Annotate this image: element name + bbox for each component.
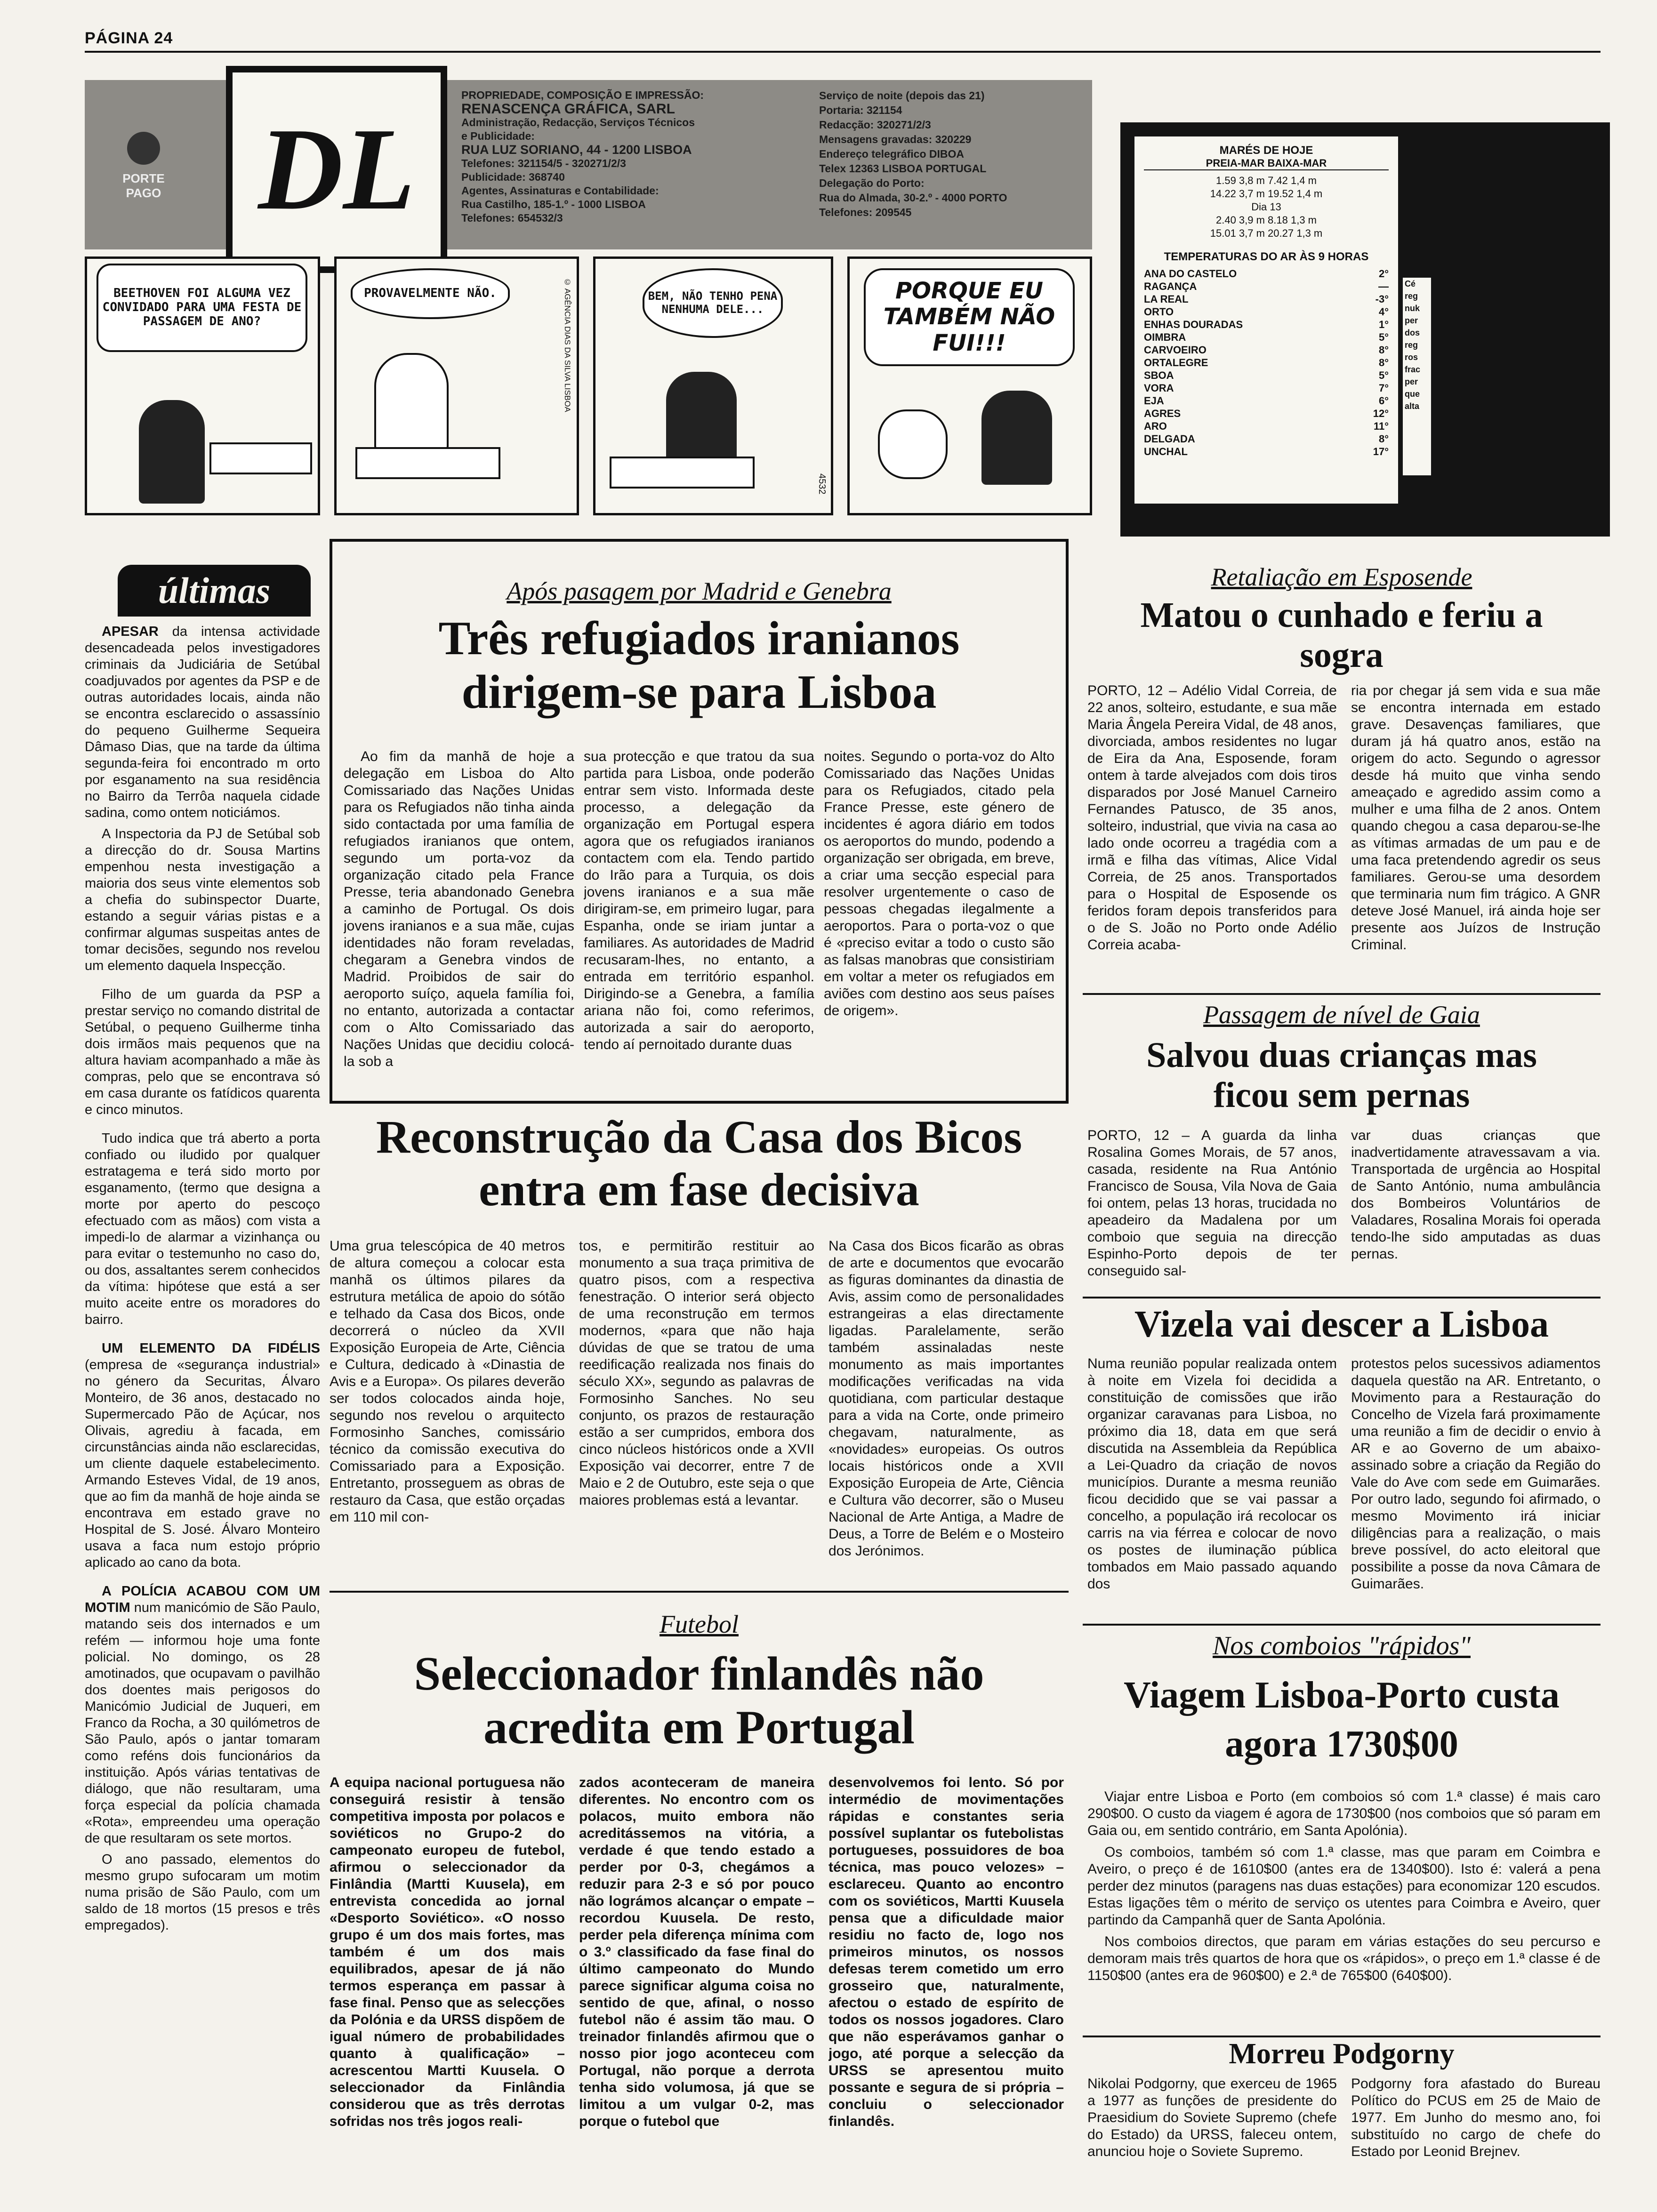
bicos-col-3: Na Casa dos Bicos ficarão as obras de arte e documentos que evocarão as figuras dominantes da dinastia de Avis, assim como de personalidades estrangeiras a elas directamente ligadas. Paralelamente, serão também assinaladas neste monumento as mais importantes modificações verificadas na vida quotidiana, com particular destaque para a vida na Corte, onde primeiro chegavam, naturalmente, as «novidades» europeias. Os outros locais históricos onde a XVII Exposição Europeia de Arte, Ciência e Cultura vão decorrer, são o Museu Nacional de Arte Antiga, a Madre de Deus, a Torre de Belém e o Mosteiro dos Jerónimos.: [828, 1238, 1064, 1559]
ultimas-column: [85, 624, 320, 2177]
comboios-paragraph: Os comboios, também só com 1.ª classe, mas que param em Coimbra e Aveiro, o preço é de 1610$00 (antes era de 1340$00). Isto é: valerá a pena perder dez minutos (paragens nas duas estações) para economizar 120 escudos. Estas ligações têm o mérito de serviço os utentes para Coimbra e Aveiro, quer partindo da Campanhã quer de Santa Apolónia.: [1087, 1844, 1601, 1928]
ultimas-title: últimas: [158, 570, 271, 611]
text-fragment: Cé: [1405, 279, 1416, 289]
tides-row: Dia 13: [1251, 201, 1281, 213]
schroeder-figure: [878, 409, 948, 479]
divider: [330, 1591, 1069, 1593]
gaia-headline: Salvou duas crianças mas ficou sem pernas: [1146, 1035, 1537, 1115]
text-fragment: ros: [1405, 353, 1418, 362]
temperature-row: [1144, 394, 1389, 407]
esposende-col-1: PORTO, 12 – Adélio Vidal Correia, de 22 anos, solteiro, estudante, e sua mãe Maria Ângela Pereira Vidal, de 48 anos, divorciada, ambos residentes no lugar de Eira da Ana, Esposende, foram ontem à tarde alvejados com dois tiros disparados por José Manuel Carneiro Fernandes Patusco, de 35 anos, solteiro, industrial, que vivia na casa ao lado onde ocorreu a tragédia com a irmã e filha das vítimas, Alice Vidal Correia, de 25 anos. Transportados para o Hospital de Esposende os feridos foram depois transferidos para o de S. João no Porto onde Adélio Correia acaba-: [1087, 683, 1337, 953]
temperature-row: [1144, 331, 1389, 344]
bicos-col-2: tos, e permitirão restituir ao monumento a sua traça primitiva de quatro pisos, com a respectiva fenestração. O interior será objecto de uma reconstrução em termos modernos, «para que não haja dúvidas de que se tratou de uma reedificação realizada nos finais do século XX», segundo as palavras de Formosinho Sanches. No seu conjunto, os prazos de restauração estão a ser cumpridos, embora dos cinco núcleos históricos onde a XVII Exposição vai decorrer, entre 7 de Maio e 2 de Outubro, este seja o que maiores problemas está a levantar.: [579, 1238, 814, 1508]
comboios-body: [1087, 1788, 1601, 2033]
masthead-left-info: PROPRIEDADE, COMPOSIÇÃO E IMPRESSÃO: RENASCENÇA GRÁFICA, SARL Administração, Redacção, Serviços Técnicos e Publicidade: RUA LUZ SORIANO, 44 - 1200 LISBOA Telefones: 321154/5 - 320271/2/3 Publicidade: 368740 Agentes, Assinaturas e Contabilidade: Rua Castilho, 185-1.º - 1000 LISBOA Telefones: 654532/3: [461, 89, 704, 224]
city-name: ORTO: [1144, 306, 1174, 318]
temperature-row: [1144, 318, 1389, 331]
temperature-value: 12°: [1373, 408, 1389, 419]
comic-number: 4532: [817, 473, 827, 494]
piano: [610, 457, 755, 489]
paragraph-text: A Inspectoria da PJ de Setúbal sob a direcção do dr. Sousa Martins empenhou nesta investigação a maioria dos seus vinte elementos sob a chefia do subinspector Duarte, estando a seguir várias pistas e a confirmar algumas suspeitas antes de tomar decisões, segundo nos revelou um elemento daquela Inspecção.: [85, 826, 320, 973]
esposende-col-2: ria por chegar já sem vida e sua mãe se encontra internada em estado grave. Desavenças familiares, que duram já há quatro anos, estão na origem do acto. Segundo o agressor desde há muito que vinha sendo ameaçado e agredido assim como a mulher e uma filha de 2 anos. Ontem quando chegou a casa deparou-se-lhe as vítimas armadas de um pau e de uma faca pretendendo agredir os seus familiares. Gerou-se uma desordem que terminaria num fim trágico. A GNR deteve José Manuel, irá ainda hoje ser presente aos Juízos de Instrução Criminal.: [1351, 683, 1601, 953]
bicos-col-1: Uma grua telescópica de 40 metros de altura começou a colocar esta manhã os últimos pilares da estrutura metálica de apoio do sótão e telhado da Casa dos Bicos, onde decorrerá o núcleo da XVII Exposição Europeia de Arte, Ciência e Cultura, dedicado à «Dinastia de Avis e a Europa». Os pilares deverão ser todos colocados ainda hoje, segundo nos revelou o arquitecto Formosinho Sanches, comissário técnico da comissão executiva do Comissariado para a Exposição. Entretanto, prosseguem as obras de restauro da Casa, que estão orçadas em 110 mil con-: [330, 1238, 565, 1525]
futebol-col-3: desenvolvemos foi lento. Só por intermédio de movimentações rápidas e constantes seria possível suplantar os futebolistas portugueses, possuidores de boa técnica, mas pouco velozes» – esclareceu. Quanto ao encontro com os soviéticos, Martti Kuusela pensa que a dificuldade maior residiu no facto de, logo nos primeiros minutos, os nossos defesas terem cometido um erro grosseiro que, naturalmente, afectou o estado de espírito de todos os nossos jogadores. Claro que não esperávamos ganhar o jogo, até porque a selecção da URSS se apresentou muito possante e segura de si própria – concluiu o seleccionador finlandês.: [828, 1775, 1064, 2129]
text-fragment: dos: [1405, 328, 1420, 337]
temperature-row: [1144, 433, 1389, 445]
comboios-headline: Viagem Lisboa-Porto custa agora 1730$00: [1124, 1675, 1560, 1765]
gaia-col-1: PORTO, 12 – A guarda da linha Rosalina Gomes Morais, de 57 anos, casada, residente na Rua António Francisco de Sousa, Vila Nova de Gaia foi ontem, pelas 13 horas, trucidada no apeadeiro da Madalena por um comboio que seguia na direcção Espinho-Porto depois de ter conseguido sal-: [1087, 1128, 1337, 1279]
paragraph-lead: UM ELEMENTO DA FIDÉLIS: [102, 1341, 320, 1356]
temperature-value: 5°: [1378, 331, 1389, 343]
podgorny-headline: Morreu Podgorny: [1229, 2038, 1455, 2070]
logo-box: [226, 66, 447, 273]
esposende-headline: Matou o cunhado e feriu a sogra: [1140, 595, 1543, 675]
comic-panel-4: [847, 256, 1092, 515]
text-fragment: frac: [1405, 365, 1421, 374]
city-name: ANA DO CASTELO: [1144, 268, 1237, 280]
vizela-headline: Vizela vai descer a Lisboa: [1134, 1304, 1549, 1345]
temperature-value: 8°: [1378, 344, 1389, 356]
paragraph-text: num manicómio de São Paulo, matando seis dos internados e um refém — informou hoje uma fonte policial. No domingo, os 28 amotinados, que ocupavam o pavilhão dos doentes mais perigosos do Manicómio Judicial de Juqueri, em Franco da Rocha, a 30 quilómetros de São Paulo, após o jantar tomaram como reféns dois funcionários da instituição. Após várias tentativas de diálogo, que não resultaram, uma força especial da polícia chamada «Rota», empreendeu uma operação de que resultaram os sete mortos.: [85, 1600, 320, 1846]
piano: [355, 447, 500, 479]
masthead-right-info: Serviço de noite (depois das 21) Portaria: 321154 Redacção: 320271/2/3 Mensagens gravadas: 320229 Endereço telegráfico DIBOA Telex 12363 LISBOA PORTUGAL Delegação do Porto: Rua do Almada, 30-2.º - 4000 PORTO Telefones: 209545: [819, 89, 1007, 218]
ultimas-paragraph: [85, 826, 320, 974]
city-name: SBOA: [1144, 369, 1174, 381]
temperature-value: 11°: [1373, 420, 1389, 432]
paragraph-text: Filho de um guarda da PSP a prestar serviço no comando distrital de Setúbal, o pequeno Guilherme tinha dois irmãos mais pequenos que na altura haviam acompanhado a mãe às compras, pelo que se encontrava só em casa durante os fatídicos quarenta e cinco minutos.: [85, 987, 320, 1117]
tides-row: 2.40 3,9 m 8.18 1,3 m: [1215, 214, 1317, 226]
tides-title: MARÉS DE HOJE: [1219, 144, 1313, 157]
temperature-row: [1144, 293, 1389, 305]
temperature-row: [1144, 267, 1389, 280]
ultimas-paragraph: [85, 986, 320, 1118]
paragraph-lead: A POLÍCIA ACABOU COM UM MOTIM: [85, 1584, 320, 1615]
vizela-col-1: Numa reunião popular realizada ontem à noite em Vizela foi decidida a constituição de comissões que irão organizar caravanas para Lisboa, no próximo dia 18, data em que será discutida na Assembleia da República a Lei-Quadro da criação de novos municípios. Durante a mesma reunião ficou decidido que se vai passar a concelho, a população irá recolocar os carris na via férrea e colocar de novo os postes de iluminação pública tombados em Maio passado aquando dos: [1087, 1356, 1337, 1592]
bicos-headline: Reconstrução da Casa dos Bicos entra em fase decisiva: [376, 1111, 1022, 1216]
speech-bubble: PORQUE EU TAMBÉM NÃO FUI!!!: [864, 268, 1075, 366]
temperature-row: [1144, 356, 1389, 369]
comic-panel-2: [334, 256, 579, 515]
temperature-value: 6°: [1378, 395, 1389, 407]
lucy-figure: [666, 372, 737, 466]
temperature-row: [1144, 382, 1389, 394]
temperature-row: [1144, 420, 1389, 433]
tides-row: 15.01 3,7 m 20.27 1,3 m: [1210, 227, 1323, 239]
text-fragment: nuk: [1405, 304, 1420, 313]
divider: [1083, 2036, 1601, 2037]
tides-row: 14.22 3,7 m 19.52 1,4 m: [1210, 188, 1323, 200]
city-name: EJA: [1144, 395, 1164, 407]
ultimas-paragraph: [85, 1583, 320, 1847]
ultimas-paragraph: [85, 1130, 320, 1328]
comic-strip: [85, 256, 1092, 520]
piano: [209, 442, 312, 474]
esposende-kicker: Retaliação em Esposende: [1211, 563, 1472, 591]
weather-box: [1120, 122, 1610, 537]
city-name: OIMBRA: [1144, 331, 1186, 343]
page-label: PÁGINA 24: [85, 29, 173, 47]
divider: [1083, 1297, 1601, 1298]
text-fragment: reg: [1405, 340, 1418, 350]
comboios-kicker: Nos comboios "rápidos": [1213, 1631, 1471, 1660]
ultimas-paragraph: [85, 1851, 320, 1934]
text-fragment: per: [1405, 377, 1418, 386]
weather-side-strip: [1403, 278, 1431, 475]
temperature-value: —: [1378, 281, 1389, 292]
schroeder-figure: [374, 353, 449, 451]
refugiados-col-1: Ao fim da manhã de hoje a delegação em Lisboa do Alto Comissariado das Nações Unidas para os Refugiados não tinha ainda sido contactada por uma família de refugiados iranianos que ontem, segundo um porta-voz da organização citado pela France Presse, teria abandonado Genebra a caminho de Portugal. Os dois jovens iranianos e a sua mãe, cujas identidades não foram reveladas, chegaram a Genebra vindos de Madrid. Proibidos de sair do aeroporto suíço, aquela família foi, no entanto, autorizada a contactar com o Alto Comissariado das Nações Unidas que decidiu colocá-la sob a: [344, 749, 574, 1069]
temperature-row: [1144, 280, 1389, 293]
comboios-paragraph: Nos comboios directos, que param em várias estações do seu percurso e demoram mais três quartos de hora que os «rápidos», o preço em 1.ª classe é de 1150$00 (antes era de 960$00) e 2.ª de 765$00 (640$00).: [1087, 1934, 1601, 1983]
gaia-kicker: Passagem de nível de Gaia: [1203, 1001, 1480, 1029]
temperature-value: 1°: [1378, 319, 1389, 330]
futebol-kicker: Futebol: [660, 1610, 739, 1638]
refugiados-kicker: Após pasagem por Madrid e Genebra: [507, 577, 892, 605]
temperature-row: [1144, 344, 1389, 356]
temperature-value: 7°: [1378, 382, 1389, 394]
city-name: ENHAS DOURADAS: [1144, 319, 1243, 330]
post-emblem-icon: [127, 132, 160, 165]
text-fragment: reg: [1405, 291, 1418, 301]
temperature-value: 5°: [1378, 369, 1389, 381]
city-name: DELGADA: [1144, 433, 1195, 445]
ultimas-paragraph: [85, 1340, 320, 1571]
temperature-list: [1144, 267, 1389, 458]
futebol-col-2: zados aconteceram de maneira diferentes. No encontro com os polacos, muito embora não acreditássemos na vitória, a verdade é que tendo estado a perder por 0-3, chegámos a reduzir para 2-3 e só por pouco não lográmos alcançar o empate – recordou Kuusela. De resto, perder pela diferença mínima com o 3.º classificado da fase final do último campeonato do Mundo parece significar alguma coisa no sentido de que, afinal, o nosso futebol não é assim tão mau. O treinador finlandês afirmou que o nosso pior jogo aconteceu com Portugal, não porque a derrota tenha sido volumosa, já que se limitou a um vulgar 0-2, mas porque o futebol que: [579, 1775, 814, 2129]
speech-bubble: PROVAVELMENTE NÃO.: [351, 268, 510, 319]
masthead: [85, 80, 1092, 249]
weather-table: [1134, 136, 1398, 504]
temperature-value: 8°: [1378, 357, 1389, 369]
text-fragment: alta: [1405, 401, 1420, 411]
temperature-value: 4°: [1378, 306, 1389, 318]
city-name: CARVOEIRO: [1144, 344, 1207, 356]
vizela-col-2: protestos pelos sucessivos adiamentos daquela questão na AR. Entretanto, o Movimento para a Restauração do Concelho de Vizela fará proximamente uma reunião a fim de decidir o envio à AR e ao Governo de um abaixo-assinado sobre a criação da Região do Vale do Ave com sede em Guimarães. Por outro lado, segundo foi afirmado, o mesmo Movimento irá iniciar diligências para a realização, o mais breve possível, do acto eleitoral que possibilite a posse da nova Câmara de Guimarães.: [1351, 1356, 1601, 1592]
paragraph-lead: APESAR: [102, 624, 159, 639]
city-name: LA REAL: [1144, 293, 1189, 305]
ultimas-title-box: [118, 565, 311, 617]
temperature-value: 2°: [1378, 268, 1389, 280]
lucy-figure: [139, 400, 205, 504]
header-rule: [85, 51, 1601, 53]
city-name: ARO: [1144, 420, 1167, 432]
refugiados-col-3: noites. Segundo o porta-voz do Alto Comissariado das Nações Unidas para os Refugiados, citado pela France Presse, este género de incidentes é agora diário em todos os aeroportos do mundo, podendo a organização ser obrigada, em breve, a criar uma secção especial para resolver urgentemente o caso de pessoas chegadas ilegalmente a aeroportos. Para o porta-voz o que é «preciso evitar a todo o custo são as falsas manobras que consistiriam em voltar a meter os refugiados em aviões com destino aos seus países de origem».: [824, 749, 1054, 1018]
refugiados-col-2: sua protecção e que tratou da sua partida para Lisboa, onde poderão entrar sem visto. Informada deste processo, a delegação da organização em Portugal espera agora que os refugiados iranianos contactem com ela. Tendo partido do Irão para a Turquia, os dois jovens iranianos e a sua mãe dirigiram-se, em primeiro lugar, para Espanha, onde se iriam juntar a familiares. As autoridades de Madrid recusaram-lhes, no entanto, a entrada em território espanhol. Dirigindo-se a Genebra, a família ariana não foi, como referimos, autorizada a sair do aeroporto, tendo aí pernoitado durante duas: [584, 749, 814, 1052]
comic-credit: © AGÊNCIA DIAS DA SILVA LISBOA: [563, 278, 572, 412]
divider: [1083, 1624, 1601, 1626]
porte-pago-text: PORTE PAGO: [122, 171, 165, 200]
text-fragment: per: [1405, 316, 1418, 325]
futebol-col-1: A equipa nacional portuguesa não conseguirá resistir à tensão competitiva imposta por polacos e soviéticos no Grupo-2 do campeonato europeu de futebol, afirmou o seleccionador da Finlândia (Martti Kuusela), em entrevista concedida ao jornal «Desporto Soviético». «O nosso grupo é um dos mais fortes, mas também é um dos mais equilibrados, apesar de já não termos esperança em passar à fase final. Penso que as selecções da Polónia e da URSS dispõem de igual número de probabilidades quanto à qualificação» – acrescentou Martti Kuusela. O seleccionador da Finlândia considerou que as três derrotas sofridas nos três jogos reali-: [330, 1775, 565, 2129]
temperature-row: [1144, 445, 1389, 458]
ultimas-paragraph: [85, 624, 320, 821]
comic-panel-3: [593, 256, 833, 515]
temperature-row: [1144, 305, 1389, 318]
temperature-value: 8°: [1378, 433, 1389, 445]
comic-panel-1: [85, 256, 320, 515]
city-name: ORTALEGRE: [1144, 357, 1208, 369]
podgorny-col-2: Podgorny fora afastado do Bureau Político do PCUS em 25 de Maio de 1977. Em Junho do mesmo ano, foi substituído no cargo de chefe do Estado por Leonid Brejnev.: [1351, 2076, 1601, 2159]
speech-bubble: BEM, NÃO TENHO PENA NENHUMA DELE...: [643, 268, 783, 338]
speech-bubble: BEETHOVEN FOI ALGUMA VEZ CONVIDADO PARA UMA FESTA DE PASSAGEM DE ANO?: [97, 264, 307, 352]
paragraph-text: Tudo indica que trá aberto a porta confiado ou iludido por qualquer estratagema e terá sido morto por esganamento, (termo que designa a morte por aperto do pescoço efectuado com as mãos) com vista a impedi-lo de alarmar a vizinhança ou para evitar o testemunho no caso do, ou dos, assaltantes serem conhecidos da vítima: hipótese que está a ser muito aceite entre os moradores do bairro.: [85, 1131, 320, 1327]
temperature-row: [1144, 407, 1389, 420]
text-fragment: que: [1405, 389, 1420, 399]
temperature-value: -3°: [1375, 293, 1389, 305]
city-name: VORA: [1144, 382, 1174, 394]
porte-pago-badge: [104, 132, 184, 216]
tides-header: PREIA-MAR BAIXA-MAR: [1144, 157, 1389, 170]
city-name: RAGANÇA: [1144, 281, 1197, 292]
temperatures-title: TEMPERATURAS DO AR ÀS 9 HORAS: [1164, 250, 1369, 263]
city-name: AGRES: [1144, 408, 1181, 419]
temperature-row: [1144, 369, 1389, 382]
refugiados-headline: Três refugiados iranianos dirigem-se para Lisboa: [438, 612, 960, 719]
logo-dl: DL: [258, 104, 415, 234]
futebol-headline: Seleccionador finlandês não acredita em Portugal: [414, 1647, 984, 1755]
paragraph-text: O ano passado, elementos do mesmo grupo sufocaram um motim numa prisão de São Paulo, com um saldo de 18 mortos (15 presos e três empregados).: [85, 1852, 320, 1933]
podgorny-col-1: Nikolai Podgorny, que exerceu de 1965 a 1977 as funções de presidente do Praesidium do Soviete Supremo (chefe do Estado) da URSS, faleceu ontem, anunciou hoje o Soviete Supremo.: [1087, 2076, 1337, 2159]
tides-row: 1.59 3,8 m 7.42 1,4 m: [1215, 175, 1317, 186]
paragraph-text: (empresa de «segurança industrial» no género da Securitas, Álvaro Monteiro, de 36 anos, destacado no Supermercado Pão de Açúcar, nos Olivais, agrediu à facada, em circunstâncias ainda não esclarecidas, um cliente daquele estabelecimento. Armando Esteves Vidal, de 19 anos, que ao fim da manhã de hoje ainda se encontrava em estado grave no Hospital de S. José. Álvaro Monteiro usava a faca num estojo próprio aplicado ao cano da bota.: [85, 1357, 320, 1570]
divider: [1083, 993, 1601, 995]
temperature-value: 17°: [1373, 446, 1389, 457]
paragraph-text: da intensa actividade desencadeada pelos investigadores criminais da Judiciária de Setúbal coadjuvados por agentes da PSP e de outras autoridades locais, ainda não se encontra esclarecido o assassínio do pequeno Guilherme Sequeira Dâmaso Dias, que na tarde da última segunda-feira foi encontrado m orto por esganamento na sua residência no Bairro da Terrôa naquela cidade sadina, como ontem noticiámos.: [85, 624, 320, 820]
lucy-figure: [981, 391, 1052, 485]
city-name: UNCHAL: [1144, 446, 1188, 457]
comboios-paragraph: Viajar entre Lisboa e Porto (em comboios só com 1.ª classe) é mais caro 290$00. O custo da viagem é agora de 1730$00 (nos comboios que só param em Gaia ou, em sentido contrário, em Santa Apolónia).: [1087, 1789, 1601, 1838]
gaia-col-2: var duas crianças que inadvertidamente atravessavam a via. Transportada de urgência ao Hospital de Santo António, numa ambulância dos Bombeiros Voluntários de Valadares, Rosalina Morais foi operada tendo-lhe sido amputadas as duas pernas.: [1351, 1128, 1601, 1262]
